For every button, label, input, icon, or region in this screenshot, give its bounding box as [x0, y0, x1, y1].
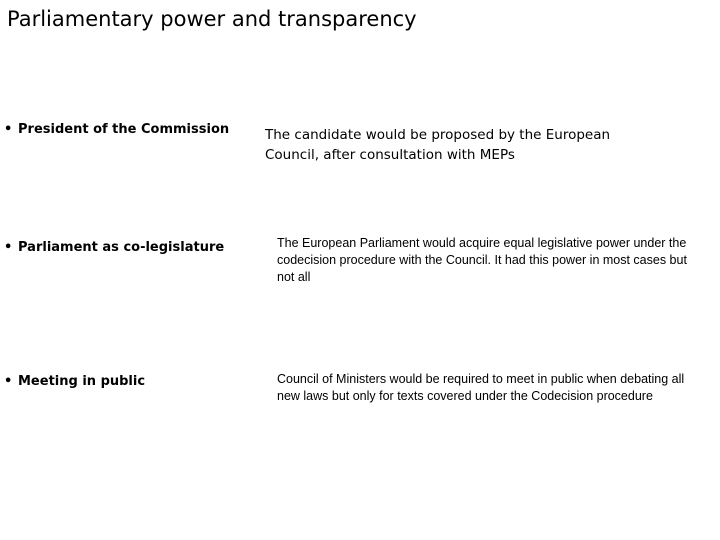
- bullet-icon: •: [4, 122, 13, 137]
- bullet-item-meeting-in-public: [4, 373, 145, 391]
- bullet-term-label: Meeting in public: [18, 374, 146, 389]
- bullet-term-label: Parliament as co-legislature: [18, 240, 225, 255]
- description-parliament-co-legislature: The European Parliament would acquire equal legislative power under the codecision procedure with the Council. It had this power in most cases but not all: [277, 236, 687, 284]
- bullet-term-label: President of the Commission: [18, 122, 230, 137]
- description-meeting-in-public: Council of Ministers would be required to meet in public when debating all new laws but only for texts covered under the Codecision procedure: [277, 372, 685, 403]
- bullet-item-president-of-commission: [4, 121, 229, 139]
- bullet-icon: •: [4, 240, 13, 255]
- slide-title: Parliamentary power and transparency: [7, 7, 417, 31]
- bullet-item-parliament-co-legislature: [4, 239, 224, 257]
- description-president-of-commission: The candidate would be proposed by the European Council, after consultation with MEPs: [265, 127, 611, 163]
- bullet-icon: •: [4, 374, 13, 389]
